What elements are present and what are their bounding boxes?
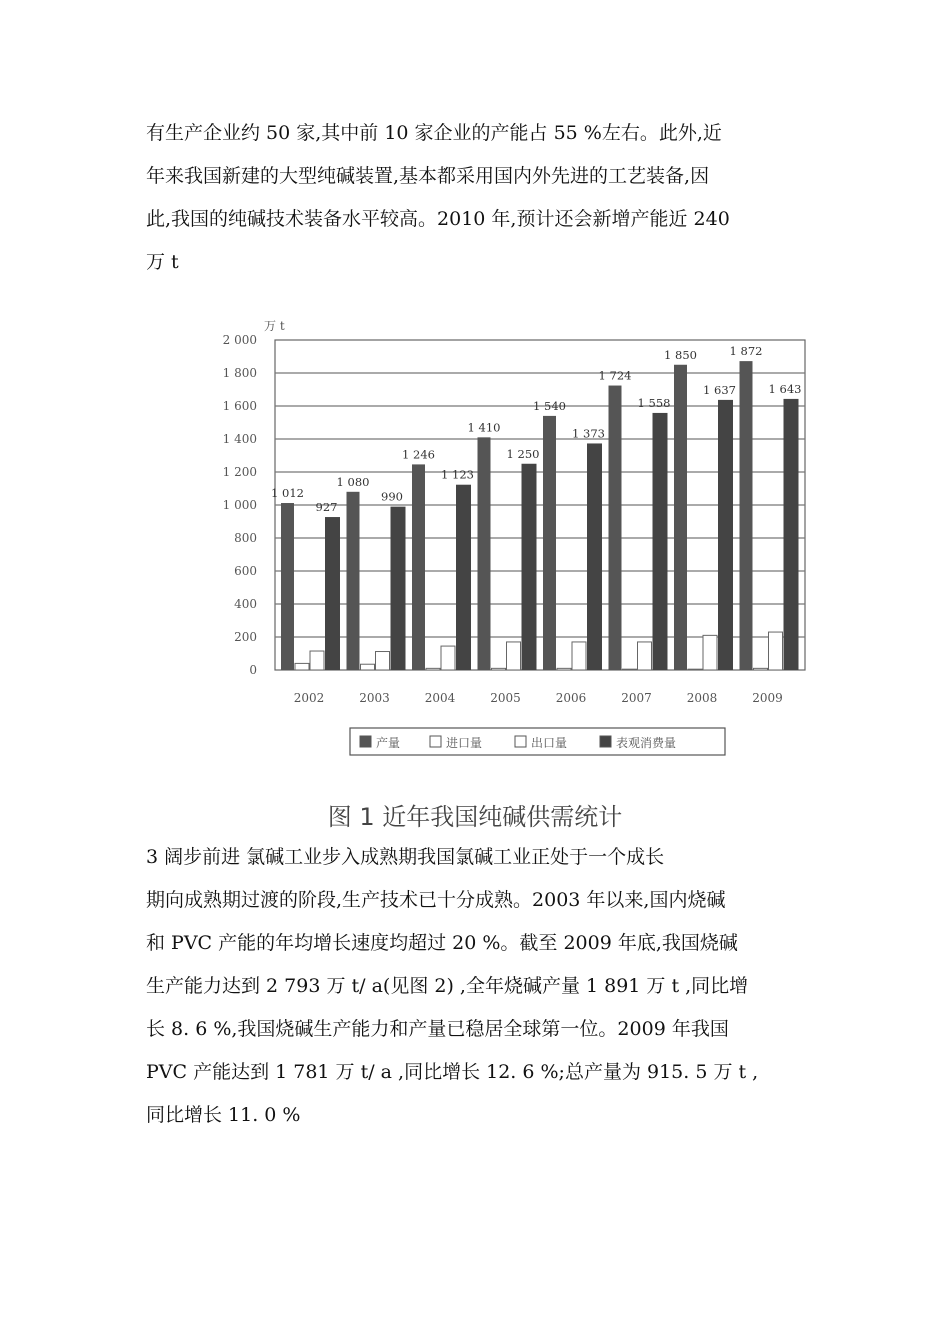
bar-consumption: [587, 443, 602, 670]
bar-import: [688, 669, 702, 670]
x-tick-label: 2004: [424, 691, 456, 705]
y-tick-label: 1 000: [222, 498, 257, 512]
y-tick-label: 1 200: [222, 465, 257, 479]
bar-consumption: [718, 400, 733, 670]
data-label-production: 1 850: [664, 347, 697, 362]
data-label-production: 1 540: [533, 398, 566, 413]
bar-export: [769, 632, 783, 670]
bar-export: [310, 651, 324, 670]
text-line: 有生产企业约 50 家,其中前 10 家企业的产能占 55 %左右。此外,近: [146, 122, 722, 144]
bar-import: [295, 663, 309, 670]
legend-label: 表观消费量: [616, 736, 677, 750]
bar-production: [674, 365, 687, 670]
data-label-consumption: 1 558: [637, 395, 671, 410]
legend-swatch: [600, 736, 611, 747]
data-label-production: 1 410: [467, 420, 501, 435]
bar-export: [376, 652, 390, 670]
bar-consumption: [784, 399, 799, 670]
bar-export: [638, 642, 652, 670]
bar-production: [412, 464, 425, 670]
legend-label: 出口量: [531, 736, 568, 750]
legend-swatch: [515, 736, 526, 747]
legend-label: 进口量: [446, 736, 483, 750]
bar-export: [507, 642, 521, 670]
bar-import: [426, 668, 440, 670]
text-line: 期向成熟期过渡的阶段,生产技术已十分成熟。2003 年以来,国内烧碱: [146, 889, 726, 911]
figure-caption: 图 1 近年我国纯碱供需统计: [327, 803, 623, 831]
y-tick-label: 600: [234, 564, 257, 578]
text-line: PVC 产能达到 1 781 万 t/ a ,同比增长 12. 6 %;总产量为 915. 5 万 t ,: [146, 1061, 759, 1083]
bar-consumption: [391, 507, 406, 670]
data-label-production: 1 872: [729, 344, 763, 359]
legend-swatch: [360, 736, 371, 747]
data-label-consumption: 1 373: [572, 426, 605, 441]
bar-import: [492, 668, 506, 670]
bar-consumption: [522, 464, 537, 670]
bar-consumption: [325, 517, 340, 670]
data-label-production: 1 724: [598, 368, 632, 383]
bar-production: [281, 503, 294, 670]
data-label-production: 1 012: [271, 486, 304, 501]
text-line: 长 8. 6 %,我国烧碱生产能力和产量已稳居全球第一位。2009 年我国: [146, 1018, 729, 1040]
text-line: 万 t: [146, 251, 179, 273]
y-tick-label: 200: [234, 630, 257, 644]
bar-consumption: [653, 413, 668, 670]
bar-import: [754, 668, 768, 670]
legend-swatch: [430, 736, 441, 747]
bar-import: [361, 664, 375, 670]
y-tick-label: 800: [234, 531, 257, 545]
data-label-consumption: 1 123: [441, 467, 474, 482]
y-tick-label: 400: [234, 597, 257, 611]
data-label-consumption: 1 637: [703, 382, 736, 397]
figure-chart: [200, 315, 820, 765]
y-tick-label: 1 400: [222, 432, 257, 446]
x-tick-label: 2003: [359, 691, 390, 705]
text-line: 同比增长 11. 0 %: [146, 1104, 301, 1126]
legend-label: 产量: [376, 736, 401, 750]
bar-production: [478, 437, 491, 670]
bar-production: [609, 386, 622, 670]
text-line: 此,我国的纯碱技术装备水平较高。2010 年,预计还会新增产能近 240: [146, 208, 730, 230]
text-line: 生产能力达到 2 793 万 t/ a(见图 2) ,全年烧碱产量 1 891 万 t ,同比增: [146, 975, 749, 997]
data-label-consumption: 1 250: [506, 446, 540, 461]
x-tick-label: 2006: [555, 691, 587, 705]
y-tick-label: 1 800: [222, 366, 257, 380]
x-tick-label: 2008: [686, 691, 718, 705]
text-line: 年来我国新建的大型纯碱装置,基本都采用国内外先进的工艺装备,因: [146, 165, 710, 187]
text-line: 和 PVC 产能的年均增长速度均超过 20 %。截至 2009 年底,我国烧碱: [146, 932, 738, 954]
text-line: 3 阔步前进 氯碱工业步入成熟期我国氯碱工业正处于一个成长: [146, 846, 665, 868]
y-tick-label: 2 000: [222, 333, 257, 347]
y-tick-label: 1 600: [222, 399, 257, 413]
data-label-consumption: 990: [381, 489, 403, 504]
x-tick-label: 2002: [293, 691, 325, 705]
paragraph-1: [146, 112, 816, 284]
data-label-production: 1 246: [402, 447, 435, 462]
bar-chart: [200, 315, 820, 765]
bar-production: [347, 492, 360, 670]
x-tick-label: 2005: [490, 691, 521, 705]
data-label-production: 1 080: [336, 474, 370, 489]
bar-export: [703, 635, 717, 670]
x-tick-label: 2007: [621, 691, 652, 705]
data-label-consumption: 927: [315, 500, 338, 515]
data-label-consumption: 1 643: [768, 381, 802, 396]
bar-export: [572, 642, 586, 670]
paragraph-2: [146, 836, 816, 1137]
x-tick-label: 2009: [752, 691, 783, 705]
bar-consumption: [456, 485, 471, 670]
bar-export: [441, 646, 455, 670]
bar-production: [543, 416, 556, 670]
bar-import: [623, 669, 637, 670]
y-tick-label: 0: [249, 663, 257, 677]
bar-production: [740, 361, 753, 670]
y-axis-unit: 万 t: [264, 319, 285, 333]
bar-import: [557, 668, 571, 670]
